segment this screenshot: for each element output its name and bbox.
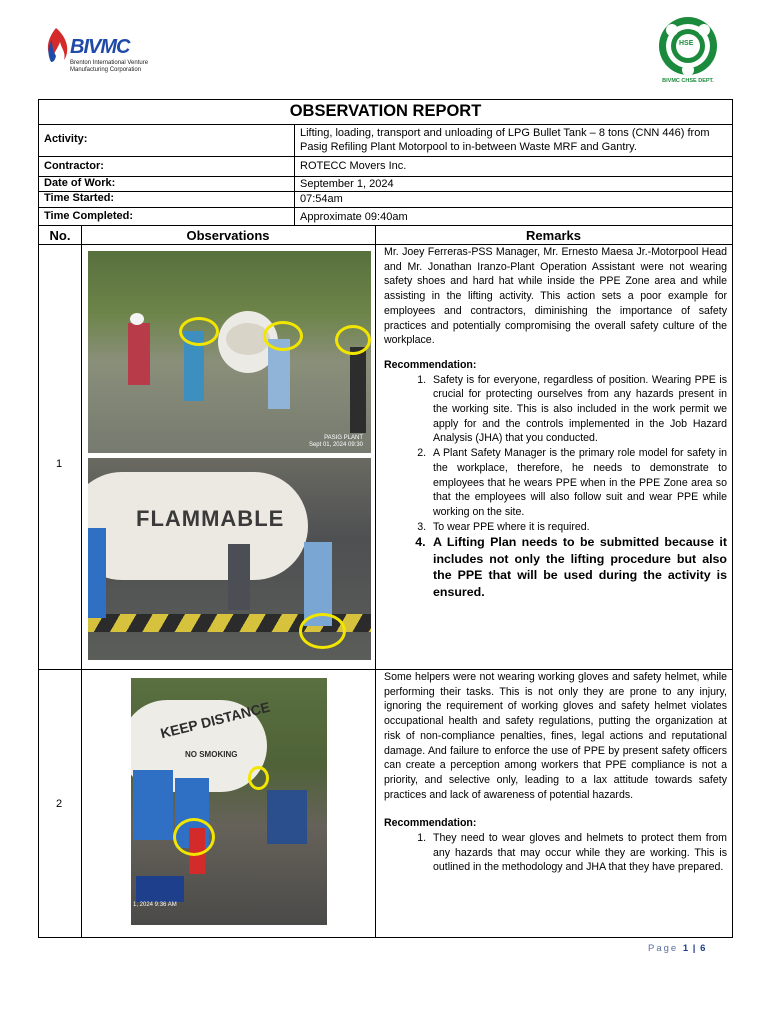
- recommendation-title: Recommendation:: [384, 358, 477, 371]
- no-smoking-label: NO SMOKING: [185, 750, 238, 759]
- time-started-value: 07:54am: [300, 193, 343, 205]
- time-started-row: [39, 192, 732, 208]
- activity-label: Activity:: [44, 133, 88, 145]
- page-word: Page: [648, 943, 679, 954]
- page-total: 6: [700, 943, 707, 954]
- observation-report-table: [38, 99, 733, 938]
- observation-photo-1b: [88, 458, 371, 660]
- observation-row-2: [39, 670, 732, 938]
- recommendation-title: Recommendation:: [384, 817, 477, 830]
- date-row: [39, 177, 732, 192]
- hse-seal-icon: [652, 16, 724, 78]
- company-logo-text: BIVMC: [70, 36, 130, 58]
- recommendation-list: [384, 373, 727, 601]
- col-header-no: No.: [49, 228, 71, 243]
- time-completed-label: Time Completed:: [44, 210, 134, 222]
- time-started-label: Time Started:: [44, 192, 115, 204]
- observation-row-1: [39, 245, 732, 670]
- activity-row: [39, 125, 732, 157]
- company-logo: [40, 22, 170, 82]
- time-completed-row: [39, 208, 732, 226]
- time-completed-value: Approximate 09:40am: [300, 211, 408, 223]
- photo-timestamp: PASIG PLANT Sept 01, 2024 09:30: [308, 435, 363, 448]
- company-name-line2: Manufacturing Corporation: [70, 67, 142, 73]
- recommendation-list: [384, 831, 727, 875]
- recommendation-item: 2. A Plant Safety Manager is the primary role model for safety in the workplace, therefore, he needs to demonstrate to employees that he wears PPE when in the PPE Zone area so that the employees will also follow suit and wear PPE while working on the site.: [429, 446, 727, 520]
- date-label: Date of Work:: [44, 177, 116, 189]
- observation-number: 2: [56, 798, 63, 810]
- remarks-cell-2: [384, 670, 727, 875]
- page-current: 1: [682, 943, 690, 954]
- report-title: OBSERVATION REPORT: [289, 102, 482, 120]
- contractor-row: [39, 157, 732, 177]
- recommendation-item: 1. They need to wear gloves and helmets to protect them from any hazards that may occur while they are working. This is outlined in the methodology and JHA that they have prepared.: [429, 831, 727, 875]
- contractor-label: Contractor:: [44, 160, 104, 172]
- company-name-line1: Brenton International Venture: [70, 60, 149, 66]
- flammable-label: FLAMMABLE: [136, 506, 285, 531]
- col-header-observations: Observations: [186, 228, 270, 243]
- observation-photo-1a: [88, 251, 371, 453]
- report-title-row: [39, 100, 732, 125]
- observation-number: 1: [56, 458, 63, 470]
- activity-value: Lifting, loading, transport and unloading of LPG Bullet Tank – 8 tons (CNN 446) from Pasig Refiling Plant Motorpool to in-between Waste MRF and Gantry.: [300, 127, 710, 153]
- date-value: September 1, 2024: [300, 178, 394, 190]
- contractor-value: ROTECC Movers Inc.: [300, 160, 407, 172]
- remark-text: Mr. Joey Ferreras-PSS Manager, Mr. Ernesto Maesa Jr.-Motorpool Head and Mr. Jonathan Iranzo-Plant Operation Assistant were not wearing safety shoes and hard hat while inside the PPE Zone area and while assisting in the lifting activity. This action sets a poor example for employees and contractors, diminishing the importance of safety practices and potentially compromising the overall safety culture of the workplace.: [384, 246, 727, 347]
- hse-logo-text: HSE: [679, 40, 694, 47]
- remarks-cell-1: [384, 245, 727, 600]
- keep-distance-label: KEEP DISTANCE: [158, 698, 272, 742]
- photo-timestamp: 1, 2024 9:36 AM: [133, 902, 177, 908]
- observation-photo-2: [131, 678, 327, 925]
- recommendation-item: 3. To wear PPE where it is required.: [429, 520, 727, 535]
- col-header-remarks: Remarks: [526, 228, 581, 243]
- remark-text: Some helpers were not wearing working gloves and safety helmet, while performing their tasks. This is not only they are prone to any injury, ignoring the requirement of working gloves and safety helmet violates occupational health and safety regulations, putting the organization at risk of non-compliance penalties, fines, legal actions and reputational damage. And failure to enforce the use of PPE by present safety officers can create a perception among workers that PPE compliance is not a priority, and selective only, leading to a lax attitude towards safety practices and lack of awareness of potential hazards.: [384, 671, 727, 801]
- page-number: Page 1 | 6: [648, 943, 707, 954]
- recommendation-item: 1. Safety is for everyone, regardless of position. Wearing PPE is crucial for protecting ourselves from any hazards present in the working site. This is also included in the work permit we apply for and the controls implemented in the Job Hazard Analysis (JHA) that you conducted.: [429, 373, 727, 447]
- hse-dept-caption: BIVMC CHSE DEPT.: [662, 78, 714, 84]
- hse-dept-logo: [652, 16, 724, 86]
- column-header-row: [39, 226, 732, 245]
- recommendation-item: 4. A Lifting Plan needs to be submitted because it includes not only the lifting procedure but also the PPE that will be used during the activity is ensured.: [429, 534, 727, 600]
